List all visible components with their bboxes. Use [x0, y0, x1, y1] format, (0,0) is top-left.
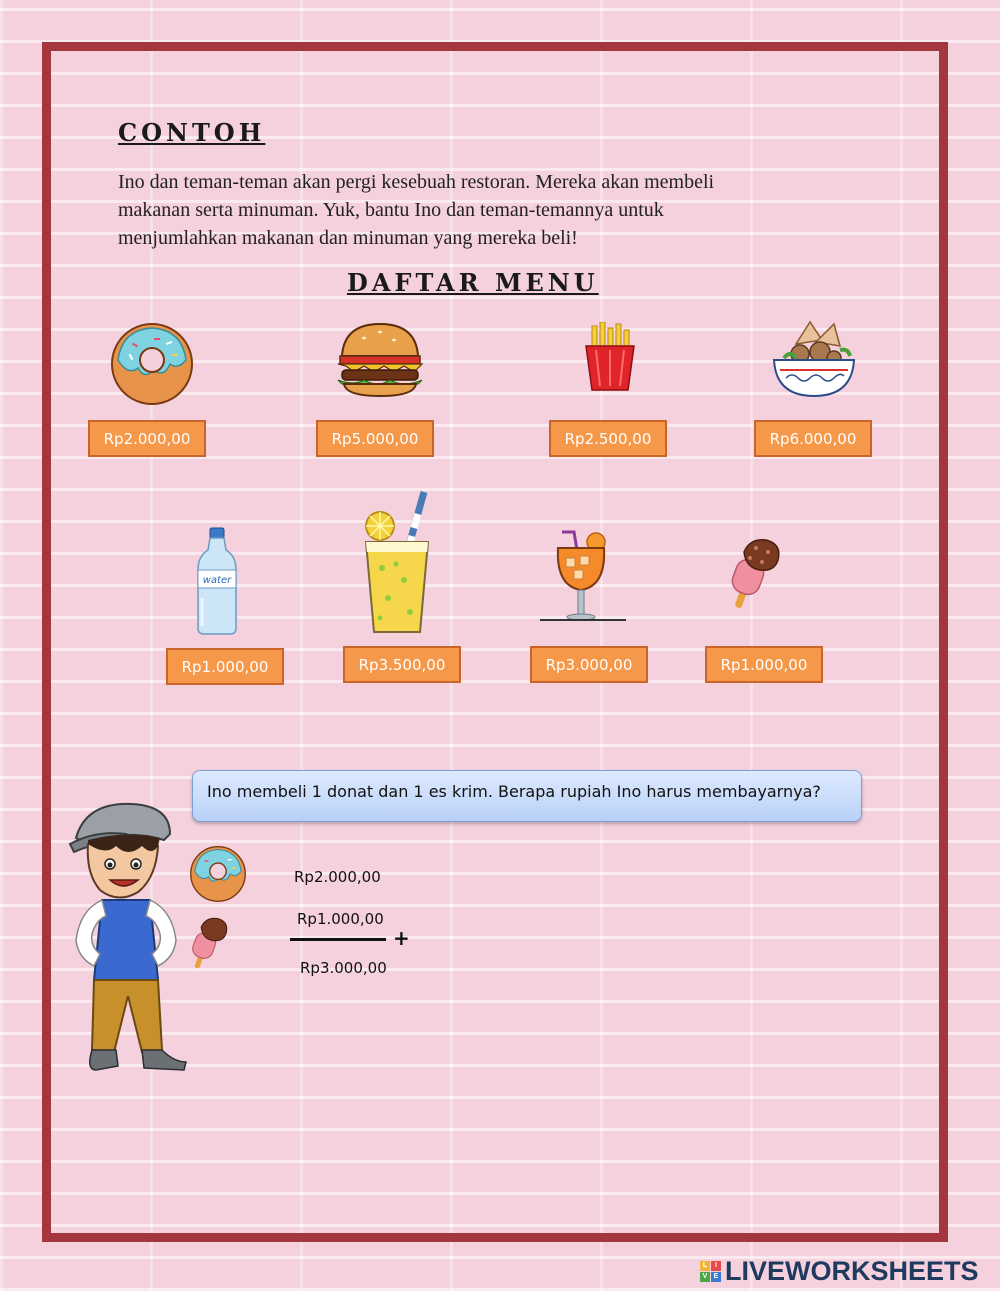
- water-price-tag: Rp1.000,00: [166, 648, 284, 685]
- water-bottle-icon: [194, 526, 240, 636]
- intro-text: [118, 168, 878, 252]
- liveworksheets-watermark: [700, 1256, 979, 1287]
- fries-price-tag: Rp2.500,00: [549, 420, 667, 457]
- burger-icon: [334, 320, 426, 400]
- fries-icon: [582, 322, 638, 392]
- boy-character-icon: [66, 800, 196, 1076]
- bakso-price-tag: Rp6.000,00: [754, 420, 872, 457]
- calc-sum-line: [290, 938, 386, 941]
- liveworksheets-logo-icon: L I V E: [700, 1261, 721, 1282]
- calc-plus-sign: +: [393, 926, 410, 950]
- calc-line-1: Rp2.000,00: [294, 868, 381, 886]
- question-box: Ino membeli 1 donat dan 1 es krim. Berapa rupiah Ino harus membayarnya?: [192, 770, 862, 822]
- burger-price-tag: Rp5.000,00: [316, 420, 434, 457]
- calc-line-2: Rp1.000,00: [297, 910, 384, 928]
- ice-cream-icon: [726, 534, 786, 610]
- watermark-text: LIVEWORKSHEETS: [725, 1256, 979, 1286]
- cocktail-icon: [538, 528, 630, 622]
- water-label: water: [202, 575, 232, 586]
- intro-line-2: makanan serta minuman. Yuk, bantu Ino dan teman-temannya untuk: [118, 199, 664, 221]
- bakso-icon: [770, 314, 858, 402]
- intro-line-1: Ino dan teman-teman akan pergi kesebuah restoran. Mereka akan membeli: [118, 171, 715, 193]
- lemonade-icon: [358, 488, 436, 638]
- contoh-title: CONTOH: [118, 118, 266, 147]
- small-donut-icon: [188, 844, 248, 904]
- lemonade-price-tag: Rp3.500,00: [343, 646, 461, 683]
- donut-icon: [108, 320, 196, 408]
- menu-title: DAFTAR MENU: [347, 268, 599, 297]
- small-ice-cream-icon: [188, 914, 232, 970]
- donut-price-tag: Rp2.000,00: [88, 420, 206, 457]
- calc-result: Rp3.000,00: [300, 959, 387, 977]
- cocktail-price-tag: Rp3.000,00: [530, 646, 648, 683]
- intro-line-3: menjumlahkan makanan dan minuman yang mereka beli!: [118, 227, 578, 249]
- ice-cream-price-tag: Rp1.000,00: [705, 646, 823, 683]
